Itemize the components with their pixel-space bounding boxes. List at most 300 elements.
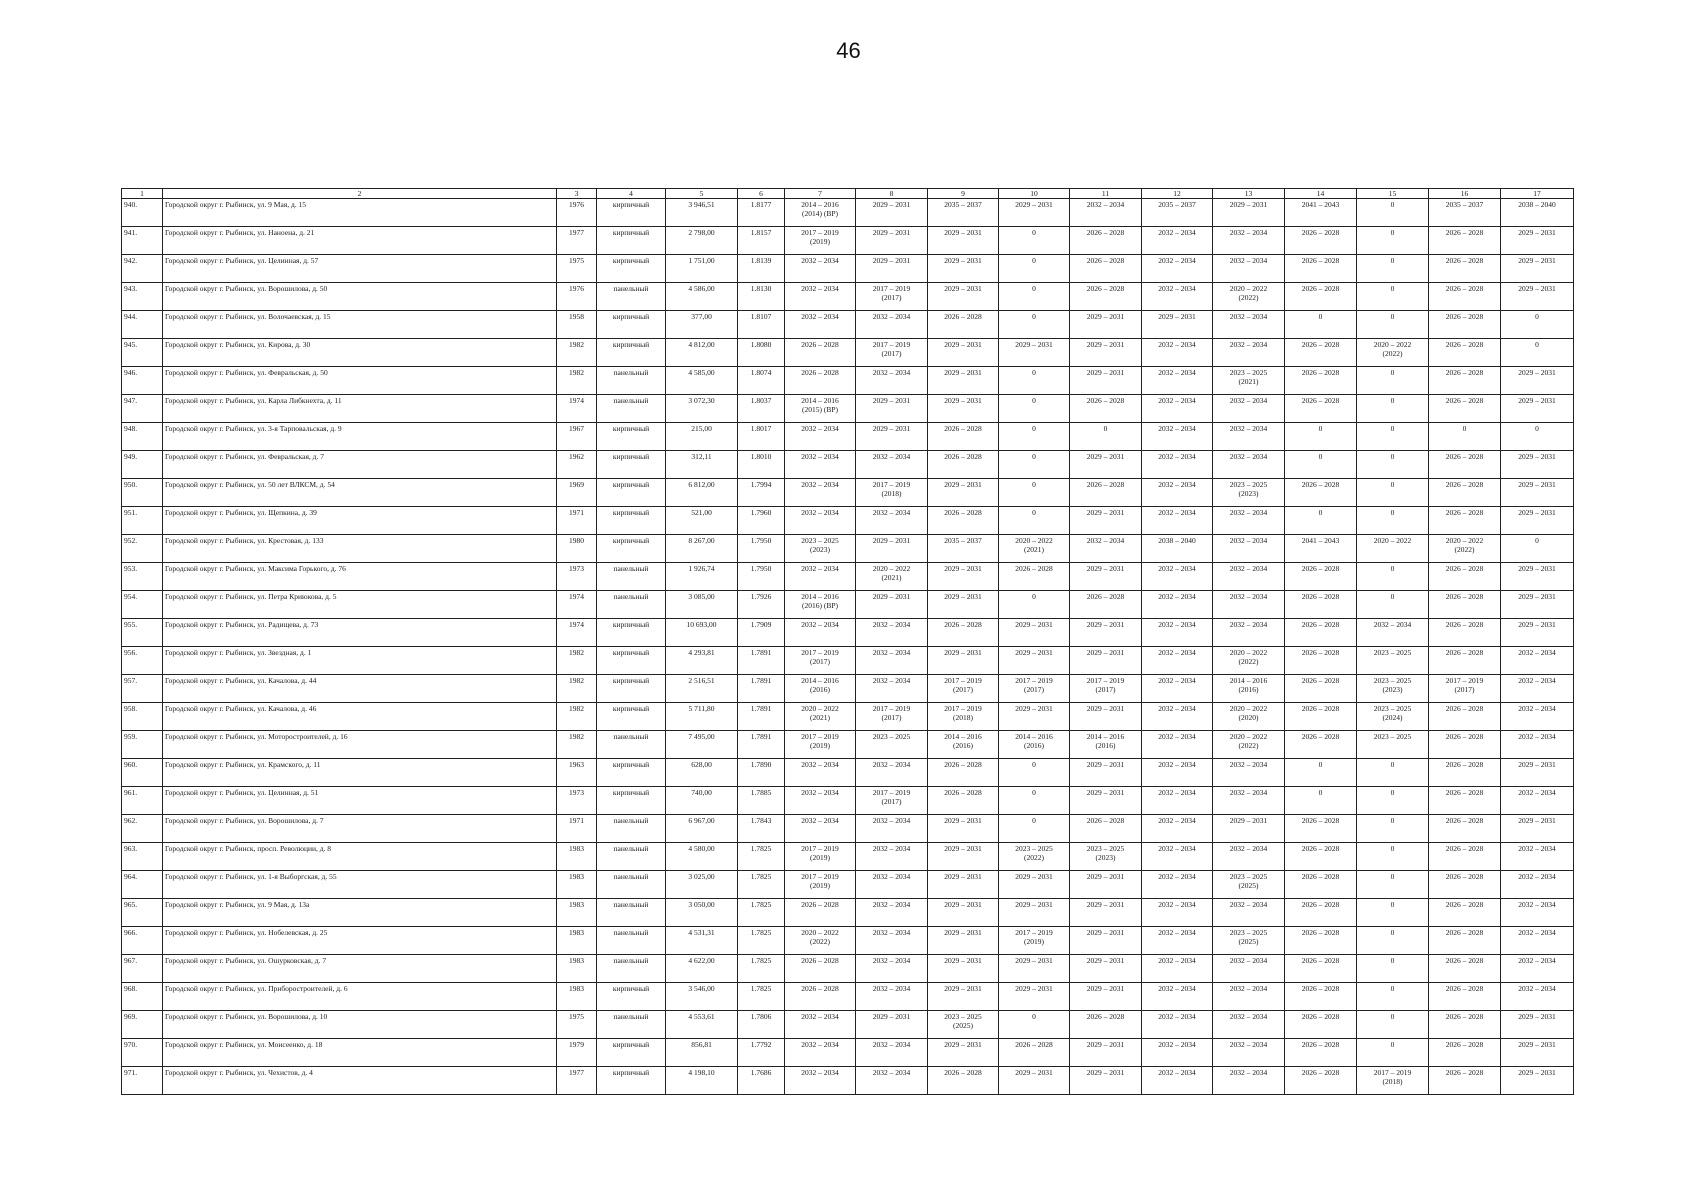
repair-period-cell [1429, 843, 1501, 871]
repair-period-cell [785, 647, 856, 675]
cell-value: 2029 – 2031 [944, 956, 982, 965]
repair-period-cell [785, 1039, 856, 1067]
cell-value: панельный [613, 396, 649, 405]
row-number-cell [122, 731, 163, 759]
table-row [122, 815, 1574, 843]
repair-period-cell [999, 255, 1070, 283]
area-cell [666, 759, 738, 787]
repair-period-cell [928, 1067, 999, 1095]
cell-value: 2026 – 2028 [1445, 1012, 1484, 1021]
repair-period-cell [1357, 283, 1429, 311]
priority-index-cell [738, 983, 785, 1011]
wall-material-cell [597, 675, 666, 703]
cell-value: 4 586,00 [688, 284, 715, 293]
cell-value: кирпичный [612, 424, 650, 433]
row-number-cell [122, 647, 163, 675]
cell-value: панельный [613, 844, 649, 853]
cell-value: 2032 – 2034 [1158, 732, 1196, 741]
cell-value: 2026 – 2028 [944, 1068, 982, 1077]
address-cell [163, 563, 557, 591]
repair-period-cell [1429, 1067, 1501, 1095]
repair-period-cell [856, 451, 928, 479]
cell-value: 2026 – 2028 [1445, 368, 1484, 377]
repair-period-cell [1501, 283, 1574, 311]
priority-index-cell [738, 535, 785, 563]
repair-period-cell [785, 479, 856, 507]
repair-period-cell [856, 1067, 928, 1095]
repair-period-cell [1357, 1067, 1429, 1095]
cell-value: 2032 – 2034 [1229, 1012, 1268, 1021]
cell-value: 1.7891 [750, 648, 772, 657]
cell-value: 2029 – 2031 [1015, 1068, 1053, 1077]
cell-value: 2026 – 2028 [1301, 1012, 1340, 1021]
repair-period-cell [1070, 647, 1142, 675]
repair-period-cell [1285, 647, 1357, 675]
cell-value: 2029 – 2031 [872, 592, 911, 601]
priority-index-cell [738, 311, 785, 339]
cell-value: 2026 – 2028 [1445, 592, 1484, 601]
repair-period-cell [1429, 675, 1501, 703]
cell-value: 2029 – 2031 [1518, 396, 1556, 405]
cell-value: 2026 – 2028 [1301, 648, 1340, 657]
repair-period-cell [1429, 227, 1501, 255]
cell-value: 2017 – 2019 (2017) [872, 788, 911, 806]
repair-period-cell [856, 199, 928, 227]
repair-period-cell [1070, 283, 1142, 311]
repair-period-cell [999, 563, 1070, 591]
cell-value: 0 [1390, 956, 1395, 965]
repair-period-cell [1142, 479, 1213, 507]
address-cell [163, 479, 557, 507]
cell-value: Городской округ г. Рыбинск, ул. Целинная, д. 51 [165, 788, 319, 797]
repair-period-cell [1142, 647, 1213, 675]
repair-period-cell [928, 311, 999, 339]
wall-material-cell [597, 871, 666, 899]
cell-value: 1.7909 [750, 620, 772, 629]
repair-period-cell [1070, 339, 1142, 367]
table-row [122, 703, 1574, 731]
repair-period-cell [785, 451, 856, 479]
repair-period-cell [928, 451, 999, 479]
repair-period-cell [1429, 955, 1501, 983]
priority-index-cell [738, 423, 785, 451]
repair-period-cell [1070, 367, 1142, 395]
repair-period-cell [1213, 927, 1285, 955]
cell-value: 3 072,30 [688, 396, 715, 405]
cell-value: 2029 – 2031 [944, 844, 982, 853]
address-cell [163, 787, 557, 815]
cell-value: 2032 – 2034 [872, 1068, 911, 1077]
cell-value: 942. [124, 256, 138, 265]
repair-period-cell [1070, 451, 1142, 479]
repair-period-cell [856, 899, 928, 927]
address-cell [163, 619, 557, 647]
cell-value: 2032 – 2034 [1229, 900, 1268, 909]
wall-material-cell [597, 451, 666, 479]
repair-period-cell [1070, 395, 1142, 423]
cell-value: 2026 – 2028 [1301, 480, 1340, 489]
cell-value: 2029 – 2031 [872, 1012, 911, 1021]
repair-period-cell [1285, 227, 1357, 255]
cell-value: 2029 – 2031 [1015, 200, 1053, 209]
repair-period-cell [1070, 255, 1142, 283]
cell-value: 4 585,00 [688, 368, 715, 377]
cell-value: 2032 – 2034 [1229, 564, 1268, 573]
repair-period-cell [856, 479, 928, 507]
repair-period-cell [1070, 955, 1142, 983]
repair-period-cell [1285, 479, 1357, 507]
cell-value: 943. [124, 284, 138, 293]
repair-period-cell [1501, 535, 1574, 563]
cell-value: 0 [1390, 368, 1395, 377]
cell-value: 944. [124, 312, 138, 321]
area-cell [666, 199, 738, 227]
repair-period-cell [999, 311, 1070, 339]
cell-value: 0 [1390, 228, 1395, 237]
repair-period-cell [1070, 535, 1142, 563]
cell-value: Городской округ г. Рыбинск, ул. Петра Криюкова, д. 5 [165, 592, 337, 601]
cell-value: 2032 – 2034 [1158, 872, 1196, 881]
cell-value: 312,11 [691, 452, 712, 461]
repair-period-cell [1285, 619, 1357, 647]
cell-value: 1973 [569, 788, 584, 797]
year-built-cell [557, 899, 597, 927]
cell-value: 964. [124, 872, 138, 881]
repair-period-cell [928, 927, 999, 955]
repair-period-cell [1357, 479, 1429, 507]
cell-value: 2023 – 2025 [1373, 732, 1412, 741]
cell-value: 3 025,00 [688, 872, 715, 881]
cell-value: 2032 – 2034 [1518, 956, 1556, 965]
repair-period-cell [1213, 759, 1285, 787]
repair-period-cell [1285, 815, 1357, 843]
cell-value: 2029 – 2031 [872, 424, 911, 433]
repair-period-cell [1501, 227, 1574, 255]
cell-value: 2032 – 2034 [1158, 816, 1196, 825]
repair-period-cell [1285, 1011, 1357, 1039]
column-number-header: 14 [1285, 189, 1357, 199]
repair-period-cell [1429, 759, 1501, 787]
repair-period-cell [1429, 731, 1501, 759]
repair-period-cell [856, 619, 928, 647]
repair-period-cell [928, 787, 999, 815]
repair-period-cell [785, 675, 856, 703]
area-cell [666, 227, 738, 255]
cell-value: Городской округ г. Рыбинск, ул. Наноена, д. 21 [165, 228, 315, 237]
cell-value: 10 693,00 [686, 620, 717, 629]
cell-value: 0 [1390, 1040, 1395, 1049]
cell-value: 971. [124, 1068, 138, 1077]
cell-value: 1.7843 [750, 816, 772, 825]
column-number-header: 10 [999, 189, 1070, 199]
cell-value: 2032 – 2034 [1158, 620, 1196, 629]
column-number-header: 15 [1357, 189, 1429, 199]
cell-value: 0 [1462, 424, 1467, 433]
cell-value: 2029 – 2031 [1518, 508, 1556, 517]
repair-period-cell [928, 479, 999, 507]
cell-value: 1.7926 [750, 592, 772, 601]
repair-period-cell [999, 591, 1070, 619]
cell-value: 0 [1390, 1012, 1395, 1021]
cell-value: 2020 – 2022 (2022) [1445, 536, 1484, 554]
cell-value: 2032 – 2034 [1158, 340, 1196, 349]
address-cell [163, 675, 557, 703]
address-cell [163, 759, 557, 787]
cell-value: Городской округ г. Рыбинск, ул. Карла Либкнехта, д. 11 [165, 396, 342, 405]
cell-value: Городской округ г. Рыбинск, ул. Нобелевская, д. 25 [165, 928, 328, 937]
repair-period-cell [1285, 927, 1357, 955]
repair-period-cell [785, 283, 856, 311]
year-built-cell [557, 815, 597, 843]
year-built-cell [557, 787, 597, 815]
repair-period-cell [1070, 1039, 1142, 1067]
cell-value: кирпичный [612, 788, 650, 797]
cell-value: 2029 – 2031 [944, 816, 982, 825]
repair-period-cell [1429, 1039, 1501, 1067]
row-number-cell [122, 367, 163, 395]
cell-value: 2032 – 2034 [1518, 732, 1556, 741]
cell-value: 2029 – 2031 [1086, 1068, 1125, 1077]
cell-value: 2026 – 2028 [1445, 312, 1484, 321]
cell-value: 521,00 [691, 508, 712, 517]
cell-value: 2029 – 2031 [944, 872, 982, 881]
cell-value: 2017 – 2019 (2018) [944, 704, 982, 722]
area-cell [666, 787, 738, 815]
priority-index-cell [738, 843, 785, 871]
table-row [122, 255, 1574, 283]
address-cell [163, 1011, 557, 1039]
repair-period-cell [1357, 787, 1429, 815]
repair-period-cell [1501, 395, 1574, 423]
cell-value: 2032 – 2034 [872, 816, 911, 825]
repair-period-cell [1070, 899, 1142, 927]
priority-index-cell [738, 731, 785, 759]
cell-value: 2032 – 2034 [1158, 956, 1196, 965]
repair-period-cell [928, 843, 999, 871]
cell-value: 2032 – 2034 [1229, 452, 1268, 461]
cell-value: 2026 – 2028 [1445, 256, 1484, 265]
cell-value: 2026 – 2028 [1301, 676, 1340, 685]
repair-period-cell [1429, 787, 1501, 815]
repair-period-cell [1429, 339, 1501, 367]
repair-period-cell [928, 227, 999, 255]
repair-period-cell [1070, 199, 1142, 227]
cell-value: 2023 – 2025 (2023) [1373, 676, 1412, 694]
cell-value: 1.8080 [750, 340, 772, 349]
wall-material-cell [597, 1011, 666, 1039]
area-cell [666, 255, 738, 283]
cell-value: Городской округ г. Рыбинск, ул. Ошурковская, д. 7 [165, 956, 327, 965]
column-number-header: 8 [856, 189, 928, 199]
wall-material-cell [597, 535, 666, 563]
cell-value: 2032 – 2034 [1158, 1012, 1196, 1021]
cell-value: 1983 [569, 928, 584, 937]
cell-value: 2032 – 2034 [801, 620, 839, 629]
repair-period-cell [785, 535, 856, 563]
cell-value: 2032 – 2034 [801, 1012, 839, 1021]
repair-period-cell [1142, 1039, 1213, 1067]
repair-period-cell [785, 927, 856, 955]
column-number-row [122, 189, 1574, 199]
year-built-cell [557, 647, 597, 675]
repair-period-cell [1357, 311, 1429, 339]
repair-period-cell [1213, 339, 1285, 367]
cell-value: 2026 – 2028 [1086, 480, 1125, 489]
cell-value: 1975 [569, 1012, 584, 1021]
repair-period-cell [1142, 423, 1213, 451]
table-row [122, 899, 1574, 927]
cell-value: Городской округ г. Рыбинск, ул. Волочаевская, д. 15 [165, 312, 331, 321]
year-built-cell [557, 283, 597, 311]
repair-period-cell [928, 815, 999, 843]
cell-value: 2032 – 2034 [1229, 396, 1268, 405]
wall-material-cell [597, 283, 666, 311]
priority-index-cell [738, 1011, 785, 1039]
table-row [122, 591, 1574, 619]
cell-value: 2026 – 2028 [1086, 1012, 1125, 1021]
cell-value: Городской округ г. Рыбинск, ул. Качалова, д. 46 [165, 704, 317, 713]
wall-material-cell [597, 955, 666, 983]
repair-period-cell [1142, 255, 1213, 283]
year-built-cell [557, 927, 597, 955]
cell-value: 3 546,00 [688, 984, 715, 993]
cell-value: 1973 [569, 564, 584, 573]
year-built-cell [557, 227, 597, 255]
repair-period-cell [1142, 395, 1213, 423]
repair-period-cell [1213, 591, 1285, 619]
cell-value: Городской округ г. Рыбинск, ул. Крамского, д. 11 [165, 760, 321, 769]
cell-value: 2026 – 2028 [1445, 732, 1484, 741]
cell-value: 2032 – 2034 [1229, 984, 1268, 993]
cell-value: 2026 – 2028 [1445, 340, 1484, 349]
address-cell [163, 927, 557, 955]
repair-period-cell [928, 283, 999, 311]
repair-period-cell [1142, 759, 1213, 787]
repair-period-cell [1501, 731, 1574, 759]
cell-value: 2026 – 2028 [1301, 1040, 1340, 1049]
repair-period-cell [1142, 283, 1213, 311]
row-number-cell [122, 423, 163, 451]
cell-value: 2032 – 2034 [1158, 508, 1196, 517]
repair-period-cell [1142, 787, 1213, 815]
cell-value: Городской округ г. Рыбинск, ул. Крестовая, д. 133 [165, 536, 324, 545]
year-built-cell [557, 843, 597, 871]
repair-period-cell [1501, 675, 1574, 703]
priority-index-cell [738, 787, 785, 815]
cell-value: 0 [1390, 872, 1395, 881]
year-built-cell [557, 507, 597, 535]
repair-period-cell [1285, 507, 1357, 535]
repair-period-cell [1142, 451, 1213, 479]
repair-period-cell [1285, 563, 1357, 591]
repair-period-cell [1285, 731, 1357, 759]
cell-value: 1.7792 [750, 1040, 772, 1049]
cell-value: 2026 – 2028 [1301, 340, 1340, 349]
repair-period-cell [1501, 843, 1574, 871]
wall-material-cell [597, 927, 666, 955]
cell-value: 2014 – 2016 (2016) [944, 732, 982, 750]
cell-value: 1976 [569, 284, 584, 293]
repair-period-cell [1501, 507, 1574, 535]
cell-value: 2032 – 2034 [1158, 676, 1196, 685]
cell-value: 2032 – 2034 [1229, 956, 1268, 965]
cell-value: 2026 – 2028 [1301, 256, 1340, 265]
repair-period-cell [928, 395, 999, 423]
cell-value: кирпичный [612, 984, 650, 993]
repair-period-cell [785, 423, 856, 451]
priority-index-cell [738, 1039, 785, 1067]
cell-value: 2026 – 2028 [944, 760, 982, 769]
cell-value: 5 711,80 [688, 704, 715, 713]
cell-value: 0 [1390, 984, 1395, 993]
cell-value: 0 [1390, 816, 1395, 825]
wall-material-cell [597, 199, 666, 227]
repair-period-cell [1213, 619, 1285, 647]
cell-value: 2026 – 2028 [944, 424, 982, 433]
cell-value: 1975 [569, 256, 584, 265]
repair-period-cell [1357, 843, 1429, 871]
repair-period-cell [1285, 675, 1357, 703]
cell-value: 2017 – 2019 (2019) [801, 872, 839, 890]
priority-index-cell [738, 871, 785, 899]
repair-period-cell [856, 647, 928, 675]
cell-value: 1962 [569, 452, 584, 461]
cell-value: 941. [124, 228, 138, 237]
repair-period-cell [999, 871, 1070, 899]
cell-value: 2029 – 2031 [944, 396, 982, 405]
cell-value: 2029 – 2031 [944, 928, 982, 937]
cell-value: 0 [1390, 788, 1395, 797]
cell-value: 2032 – 2034 [872, 368, 911, 377]
repair-period-cell [1070, 703, 1142, 731]
address-cell [163, 395, 557, 423]
year-built-cell [557, 535, 597, 563]
cell-value: 4 531,31 [688, 928, 715, 937]
repair-period-cell [928, 199, 999, 227]
row-number-cell [122, 983, 163, 1011]
repair-period-cell [1285, 367, 1357, 395]
cell-value: 2035 – 2037 [944, 536, 982, 545]
cell-value: 2029 – 2031 [1518, 564, 1556, 573]
cell-value: 2032 – 2034 [872, 508, 911, 517]
cell-value: 967. [124, 956, 138, 965]
cell-value: 2017 – 2019 (2017) [1015, 676, 1053, 694]
cell-value: кирпичный [612, 508, 650, 517]
area-cell [666, 843, 738, 871]
row-number-cell [122, 563, 163, 591]
repair-period-cell [785, 619, 856, 647]
repair-period-cell [1070, 759, 1142, 787]
row-number-cell [122, 1039, 163, 1067]
cell-value: 2032 – 2034 [801, 312, 839, 321]
repair-period-cell [785, 759, 856, 787]
repair-period-cell [1070, 983, 1142, 1011]
cell-value: 2032 – 2034 [872, 676, 911, 685]
cell-value: 2029 – 2031 [1015, 872, 1053, 881]
repair-period-cell [1070, 731, 1142, 759]
repair-period-cell [1142, 367, 1213, 395]
cell-value: 2032 – 2034 [872, 900, 911, 909]
cell-value: 2029 – 2031 [1086, 452, 1125, 461]
cell-value: 948. [124, 424, 138, 433]
repair-period-cell [1285, 843, 1357, 871]
priority-index-cell [738, 899, 785, 927]
cell-value: 0 [1390, 424, 1395, 433]
cell-value: 0 [1390, 480, 1395, 489]
row-number-cell [122, 199, 163, 227]
row-number-cell [122, 787, 163, 815]
cell-value: 2026 – 2028 [1301, 396, 1340, 405]
